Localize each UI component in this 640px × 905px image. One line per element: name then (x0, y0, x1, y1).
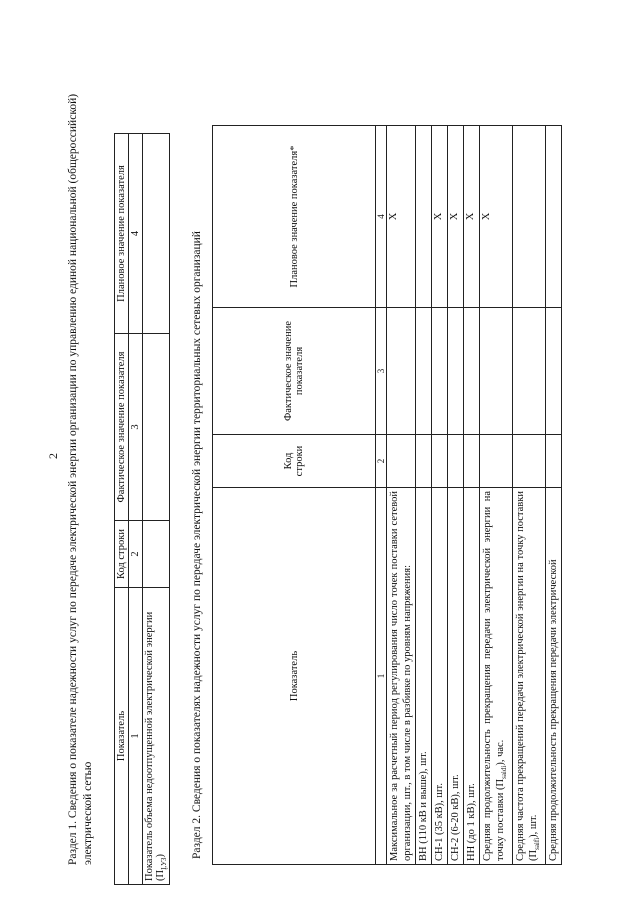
row-plan: X (432, 126, 448, 308)
row-plan: X (464, 126, 480, 308)
col-number: 4 (129, 134, 143, 334)
col-number: 3 (129, 334, 143, 521)
row-fact (448, 308, 464, 435)
row-plan: X (448, 126, 464, 308)
section2-title: Раздел 2. Сведения о показателях надежности услуг по передаче электрической энергии территориальных сетевых организаций (191, 231, 203, 859)
header-code: Код строки (115, 521, 129, 588)
col-number: 4 (376, 126, 387, 308)
col-number: 1 (129, 588, 143, 885)
row-code (546, 435, 562, 488)
section1-number-row (129, 134, 143, 885)
col-number: 1 (376, 488, 387, 865)
row-fact (432, 308, 448, 435)
row-code (480, 435, 513, 488)
col-number: 3 (376, 308, 387, 435)
row-code (143, 521, 170, 588)
section1-header-row (115, 134, 129, 885)
row-plan (416, 126, 432, 308)
row-plan (143, 134, 170, 334)
row-label: СН-1 (35 кВ), шт. (432, 488, 448, 865)
row-label: СН-2 (6-20 кВ), шт. (448, 488, 464, 865)
row-label: Средняя частота прекращений передачи электрической энергии на точку поставки $(П_{saifi})$, шт. (513, 488, 546, 865)
header-indicator: Показатель (213, 488, 376, 865)
table-row (416, 126, 432, 865)
section2-table (212, 125, 562, 865)
table-row (480, 126, 513, 865)
row-plan (513, 126, 546, 308)
header-fact: Фактическое значение показателя (213, 308, 376, 435)
header-plan: Плановое значение показателя (115, 134, 129, 334)
row-label: НН (до 1 кВ), шт. (464, 488, 480, 865)
row-plan: X (480, 126, 513, 308)
row-label: Максимальное за расчетный период регулирования число точек поставки сетевой организации, шт., в том числе в разбивке по уровням напряжения: (387, 488, 416, 865)
section1-table (114, 133, 170, 885)
header-plan: Плановое значение показателя* (213, 126, 376, 308)
header-code: Код строки (213, 435, 376, 488)
header-indicator: Показатель (115, 588, 129, 885)
section2-number-row (376, 126, 387, 865)
row-code (464, 435, 480, 488)
header-fact: Фактическое значение показателя (115, 334, 129, 521)
row-code (387, 435, 416, 488)
table-row (432, 126, 448, 865)
row-label: Средняя продолжительность прекращения передачи электрической (546, 488, 562, 865)
row-label: Средняя продолжительность прекращения передачи электрической энергии на точку поставки $(П_{saidi})$, час. (480, 488, 513, 865)
row-fact (387, 308, 416, 435)
row-label: Показатель объема недоотпущенной электрической энергии $(П_{Į,УЗ})$ (143, 588, 170, 885)
row-fact (546, 308, 562, 435)
row-code (448, 435, 464, 488)
section1-title: Раздел 1. Сведения о показателе надежности услуг по передаче электрической энергии организации по управлению единой национальной (общероссийской) электрической сетью (67, 93, 94, 865)
col-number: 2 (129, 521, 143, 588)
row-plan (546, 126, 562, 308)
row-fact (513, 308, 546, 435)
section2-header-row (213, 126, 376, 865)
table-row (513, 126, 546, 865)
row-label: ВН (110 кВ и выше), шт. (416, 488, 432, 865)
page-number: 2 (46, 453, 60, 459)
row-code (416, 435, 432, 488)
table-row (143, 134, 170, 885)
row-fact (143, 334, 170, 521)
table-row (448, 126, 464, 865)
row-plan: X (387, 126, 416, 308)
row-fact (480, 308, 513, 435)
row-code (432, 435, 448, 488)
col-number: 2 (376, 435, 387, 488)
table-row (546, 126, 562, 865)
table-row (464, 126, 480, 865)
row-fact (416, 308, 432, 435)
table-row (387, 126, 416, 865)
row-fact (464, 308, 480, 435)
row-code (513, 435, 546, 488)
